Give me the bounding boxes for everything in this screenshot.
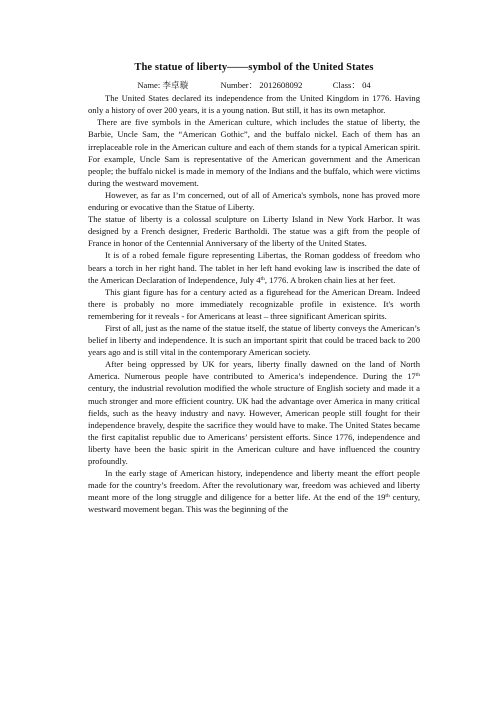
name-value: 李卓璇: [162, 80, 189, 91]
paragraph-text: After being oppressed by UK for years, liberty finally dawned on the land of North America. Numerous people have contributed to America’s independence. During the 17: [88, 359, 420, 382]
class-value: 04: [362, 80, 371, 91]
number-label: Number：: [220, 80, 258, 91]
paragraph: This giant figure has for a century acted as a figurehead for the American Dream. Indeed there is probably no more immediately recognizable profile in existence. It's worth remembering for it reveals - for Americans at least – three significant American spirits.: [88, 286, 420, 321]
document-page: [88, 62, 420, 515]
paragraph: However, as far as I’m concerned, out of all of America's symbols, none has proved more enduring or evocative than the Statue of Liberty.: [88, 189, 420, 213]
number-value: 2012608092: [259, 80, 303, 91]
paragraph: [88, 358, 420, 467]
paragraph: First of all, just as the name of the statue itself, the statue of liberty conveys the American’s belief in liberty and independence. It is such an important spirit that could be traced back to 200 years ago and is still vital in the contemporary American society.: [88, 322, 420, 358]
superscript: th: [385, 493, 390, 500]
paragraph-text: century, the industrial revolution modified the whole structure of English society and made it a much stronger and more efficient country. UK had the advantage over America in many critical fields, such as the heavy industry and navy. However, American people still fought for their independence bravely, despite the sacrifice they would have to make. The United States became the first capitalist republic due to Americans’ persistent efforts. Since 1776, independence and liberty have been the basic spirit in the American culture and have influenced the country profoundly.: [88, 383, 420, 466]
paragraph: There are five symbols in the American culture, which includes the statue of liberty, the Barbie, Uncle Sam, the “American Gothic”, and the buffalo nickel. Each of them has an irreplaceable role in the American culture and each of them stands for a typical American spirit. For example, Uncle Sam is representative of the American government and the American people; the buffalo nickel is made in memory of the Indians and the buffalo, which were victims during the westward movement.: [88, 117, 420, 188]
superscript: th: [260, 275, 265, 282]
paragraph-text: In the early stage of American history, independence and liberty meant the effort people made for the country’s freedom. After the revolutionary war, freedom was achieved and liberty meant more of the long struggle and diligence for a better life. At the end of the 19: [88, 468, 420, 503]
document-title: The statue of liberty——symbol of the United States: [134, 62, 374, 73]
paragraph: [88, 467, 420, 515]
paragraph-text: It is of a robed female figure representing Libertas, the Roman goddess of freedom who bears a torch in her right hand. The tablet in her left hand evoking law is inscribed the date of the American Declaration of Independence, July 4: [88, 250, 420, 285]
paragraph: The statue of liberty is a colossal sculpture on Liberty Island in New York Harbor. It was designed by a French designer, Frederic Bartholdi. The statue was a gift from the people of France in honor of the Centennial Anniversary of the liberty of the United States.: [88, 214, 420, 249]
student-info: [88, 79, 420, 91]
paragraph: [88, 249, 420, 285]
superscript: th: [415, 372, 420, 379]
paragraph: The United States declared its independence from the United Kingdom in 1776. Having only a history of over 200 years, it is a young nation. But still, it has its own metaphor.: [88, 93, 420, 116]
paragraph-text: , 1776. A broken chain lies at her feet.: [264, 274, 396, 285]
class-label: Class：: [332, 80, 360, 91]
paragraph-text: century, westward movement began. This was the beginning of the: [88, 492, 421, 515]
name-label: Name:: [137, 80, 161, 91]
